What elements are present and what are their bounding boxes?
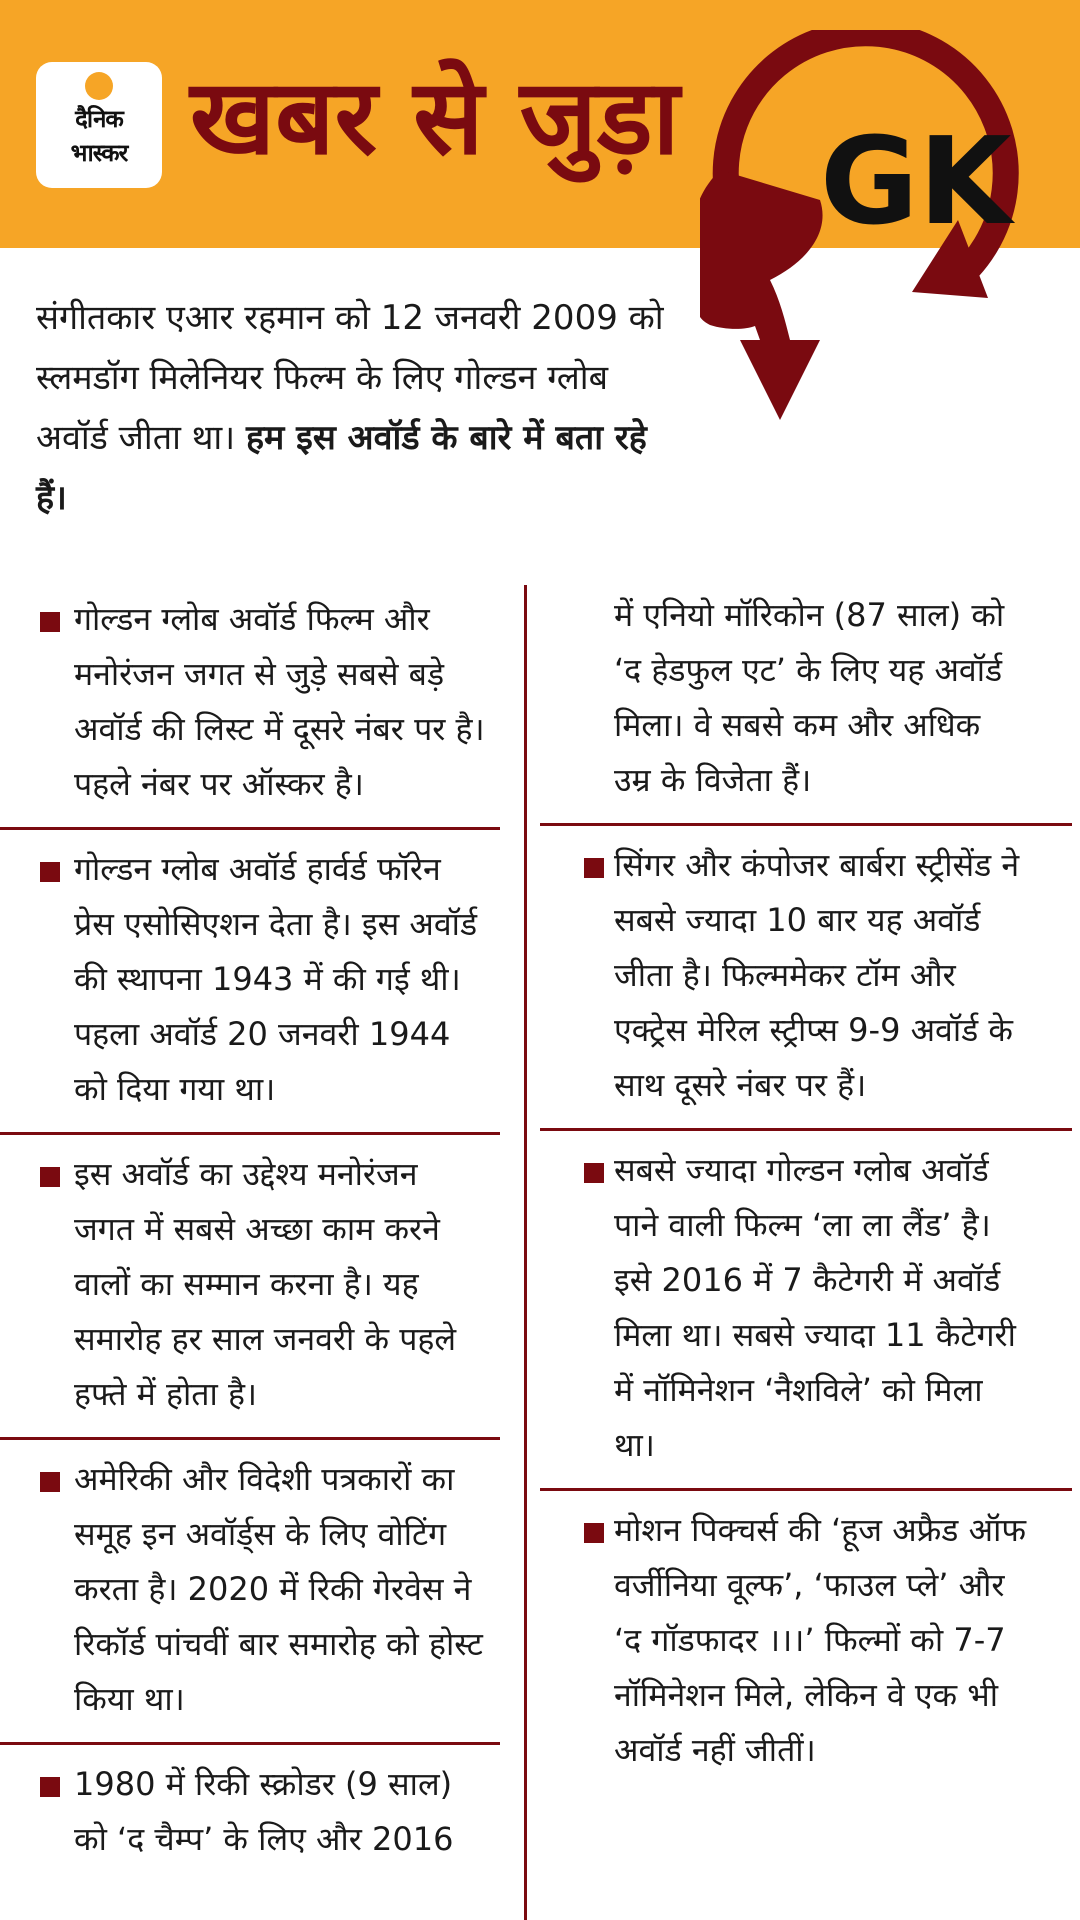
dainik-bhaskar-logo (36, 62, 162, 188)
list-item-text: अमेरिकी और विदेशी पत्रकारों का समूह इन अवॉर्ड्स के लिए वोटिंग करता है। 2020 में रिकी गेरवेस ने रिकॉर्ड पांचवीं बार समारोह को होस्ट किया था। (74, 1460, 483, 1718)
list-item-text: मोशन पिक्चर्स की ‘हूज अफ्रैड ऑफ वर्जीनिया वूल्फ’, ‘फाउल प्ले’ और ‘द गॉडफादर ।।।’ फिल्मों को 7-7 नॉमिनेशन मिले, लेकिन वे एक भी अवॉर्ड नहीं जीतीं। (614, 1511, 1027, 1769)
logo-text-line2: भास्कर (70, 139, 128, 167)
bullet-square-icon (40, 1167, 60, 1187)
gk-badge: GK (820, 113, 1012, 252)
list-item-text: गोल्डन ग्लोब अवॉर्ड फिल्म और मनोरंजन जगत से जुड़े सबसे बड़े अवॉर्ड की लिस्ट में दूसरे नंबर पर है। पहले नंबर पर ऑस्कर है। (74, 600, 485, 803)
list-item-continuation (540, 580, 1040, 826)
intro-text: संगीतकार एआर रहमान को 12 जनवरी 2009 को स्लमडॉग मिलेनियर फिल्म के लिए गोल्डन ग्लोब अवॉर्ड जीता था। (36, 298, 664, 458)
bullet-square-icon (584, 1523, 604, 1543)
list-item-text: सिंगर और कंपोजर बार्बरा स्ट्रीसेंड ने सबसे ज्यादा 10 बार यह अवॉर्ड जीता है। फिल्ममेकर टॉम और एक्ट्रेस मेरिल स्ट्रीप्स 9-9 अवॉर्ड के साथ दूसरे नंबर पर हैं। (614, 846, 1020, 1104)
list-item (0, 1440, 500, 1745)
column-divider (524, 585, 527, 1920)
page-title: खबर से जुड़ा (190, 56, 680, 178)
sun-icon (85, 72, 113, 100)
bullet-square-icon (40, 1777, 60, 1797)
intro-bold-text: हम इस अवॉर्ड के बारे में बता रहे हैं। (36, 418, 647, 518)
list-item-text: सबसे ज्यादा गोल्डन ग्लोब अवॉर्ड पाने वाली फिल्म ‘ला ला लैंड’ है। इसे 2016 में 7 कैटेगरी में अवॉर्ड मिला था। सबसे ज्यादा 11 कैटेगरी में नॉमिनेशन ‘नैशविले’ को मिला था। (614, 1151, 1016, 1464)
bullet-square-icon (40, 1472, 60, 1492)
list-item-text: 1980 में रिकी स्क्रोडर (9 साल) को ‘द चैम्प’ के लिए और 2016 (74, 1765, 454, 1858)
logo-text-line1: दैनिक (75, 105, 123, 133)
bullet-square-icon (40, 862, 60, 882)
list-item-text: गोल्डन ग्लोब अवॉर्ड हार्वर्ड फॉरेन प्रेस एसोसिएशन देता है। इस अवॉर्ड की स्थापना 1943 में की गई थी। पहला अवॉर्ड 20 जनवरी 1944 को दिया गया था। (74, 850, 478, 1108)
bullet-square-icon (40, 612, 60, 632)
bullet-square-icon (584, 858, 604, 878)
list-item (540, 1131, 1040, 1491)
left-column (0, 580, 500, 1885)
list-item-text: इस अवॉर्ड का उद्देश्य मनोरंजन जगत में सबसे अच्छा काम करने वालों का सम्मान करना है। यह समारोह हर साल जनवरी के पहले हफ्ते में होता है। (74, 1155, 457, 1413)
right-column (540, 580, 1040, 1796)
intro-paragraph (36, 288, 676, 528)
list-item (0, 580, 500, 830)
bullet-square-icon (584, 1163, 604, 1183)
list-item (540, 1491, 1040, 1796)
head-silhouette-icon (700, 170, 823, 420)
list-item (0, 830, 500, 1135)
list-item-text: में एनियो मॉरिकोन (87 साल) को ‘द हेडफुल एट’ के लिए यह अवॉर्ड मिला। वे सबसे कम और अधिक उम्र के विजेता हैं। (614, 596, 1005, 799)
head-profile-arrow-graphic (700, 30, 1080, 530)
list-item (0, 1745, 500, 1885)
list-item (0, 1135, 500, 1440)
list-item (540, 826, 1040, 1131)
